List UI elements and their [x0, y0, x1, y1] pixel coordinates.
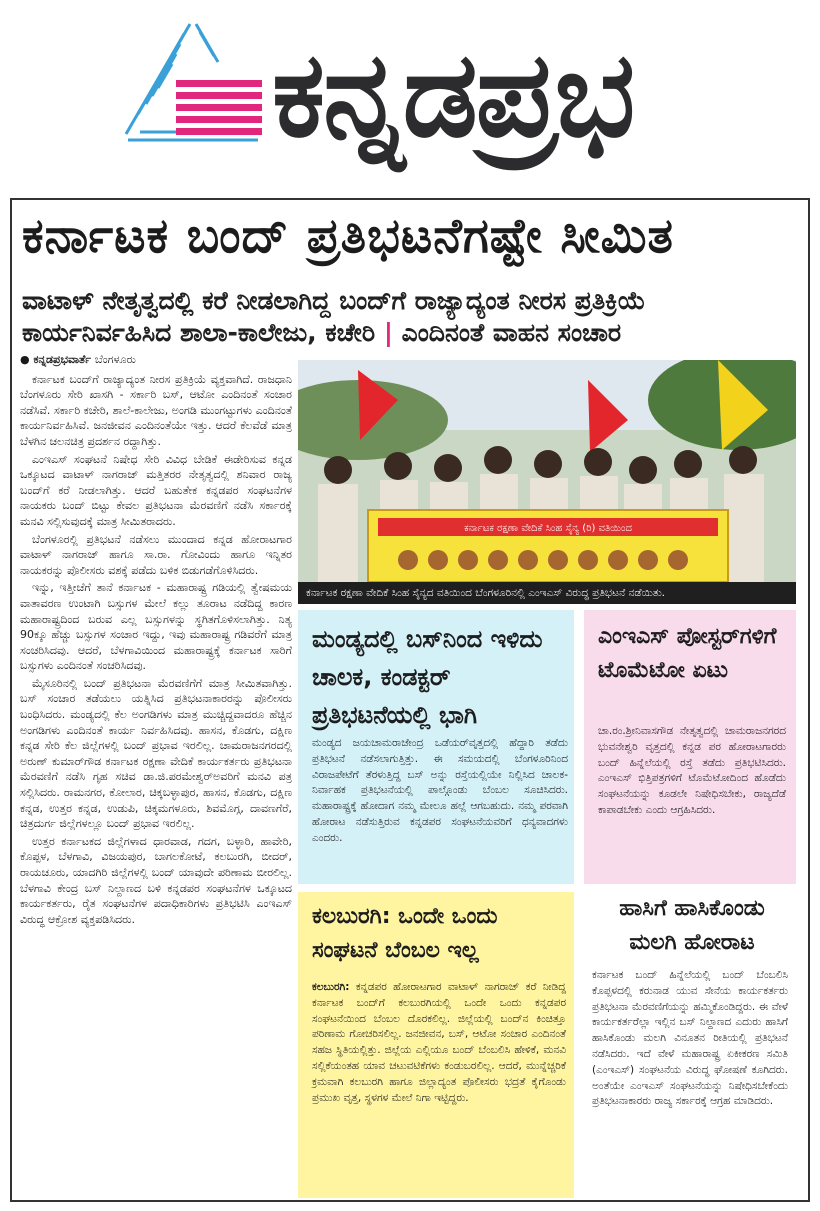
mandya-box — [298, 610, 574, 884]
byline-place: ಬೆಂಗಳೂರು — [94, 353, 136, 366]
byline-bullet-icon: ● — [20, 353, 34, 366]
kannada-prabha-logo-mark — [118, 14, 268, 144]
article-paragraph: ಬೆಂಗಳೂರಲ್ಲಿ ಪ್ರತಿಭಟನೆ ನಡೆಸಲು ಮುಂದಾದ ಕನ್ನಡ ಹೋರಾಟಗಾರ ವಾಟಾಳ್ ನಾಗರಾಜ್ ಹಾಗೂ ಸಾ.ರಾ. ಗೋವಿಂದು ಹಾಗೂ ಇನ್ನಿತರ ನಾಯಕರನ್ನು ಪೊಲೀಸರು ವಶಕ್ಕೆ ಪಡೆದು ಬಳಿಕ ಬಿಡುಗಡೆಗೊಳಿಸಿದರು. — [20, 532, 292, 577]
article-paragraph: ಕರ್ನಾಟಕ ಬಂದ್‌ಗೆ ರಾಜ್ಯಾದ್ಯಂತ ನೀರಸ ಪ್ರತಿಕ್ರಿಯೆ ವ್ಯಕ್ತವಾಗಿದೆ. ರಾಜಧಾನಿ ಬೆಂಗಳೂರು ಸೇರಿ ಖಾಸಗಿ - ಸರ್ಕಾರಿ ಬಸ್, ಆಟೋ ಎಂದಿನಂತೆ ಸಂಚಾರ ನಡೆಸಿವೆ. ಸರ್ಕಾರಿ ಕಚೇರಿ, ಶಾಲೆ-ಕಾಲೇಜು, ಅಂಗಡಿ ಮುಂಗಟ್ಟುಗಳು ಎಂದಿನಂತೆ ಕಾರ್ಯನಿರ್ವಹಿಸಿವೆ. ಜನಜೀವನ ಎಂದಿನಂತೆಯೇ ಇತ್ತು. ಆದರೆ ಕೆಲವೆಡೆ ಮಾತ್ರ ಬೆಳಗಿನ ಚಲನಚಿತ್ರ ಪ್ರದರ್ಶನ ರದ್ದಾಗಿತ್ತು. — [20, 372, 292, 448]
mandya-box-body: ಮಂಡ್ಯದ ಜಯಚಾಮರಾಜೇಂದ್ರ ಒಡೆಯರ್‌ವೃತ್ತದಲ್ಲಿ ಹೆದ್ದಾರಿ ತಡೆದು ಪ್ರತಿಭಟನೆ ನಡೆಸಲಾಗುತ್ತಿತ್ತು. ಈ ಸಮಯದಲ್ಲಿ ಬೆಂಗಳೂರಿನಿಂದ ವಿರಾಜಪೇಟೆಗೆ ತೆರಳುತ್ತಿದ್ದ ಬಸ್ ಅನ್ನು ರಸ್ತೆಯಲ್ಲಿಯೇ ನಿಲ್ಲಿಸಿದ ಚಾಲಕ-ನಿರ್ವಾಹಕ ಪ್ರತಿಭಟನೆಯಲ್ಲಿ ಪಾಲ್ಗೊಂಡು ಬೆಂಬಲ ಸೂಚಿಸಿದರು. ಮಹಾರಾಷ್ಟ್ರಕ್ಕೆ ಹೋದಾಗ ನಮ್ಮ ಮೇಲೂ ಹಲ್ಲೆ ಆಗಬಹುದು. ನಮ್ಮ ಪರವಾಗಿ ಹೋರಾಟ ನಡೆಸುತ್ತಿರುವ ಕನ್ನಡಪರ ಸಂಘಟನೆಯವರಿಗೆ ಧನ್ಯವಾದಗಳು ಎಂದರು. — [312, 737, 568, 844]
masthead — [0, 0, 820, 198]
hasige-box — [584, 892, 796, 1198]
masthead-logo-text: ಕನ್ನಡಪ್ರಭ — [272, 25, 634, 163]
subhead-separator: | — [383, 318, 393, 347]
subhead-2-part-a: ಕಾರ್ಯನಿರ್ವಹಿಸಿದ ಶಾಲಾ-ಕಾಲೇಜು, ಕಚೇರಿ — [22, 318, 376, 347]
kalaburagi-box-text: ಕನ್ನಡಪರ ಹೋರಾಟಗಾರ ವಾಟಾಳ್ ನಾಗರಾಜ್ ಕರೆ ನೀಡಿದ್ದ ಕರ್ನಾಟಕ ಬಂದ್‌ಗೆ ಕಲಬುರಗಿಯಲ್ಲಿ ಒಂದೇ ಒಂದು ಕನ್ನಡಪರ ಸಂಘಟನೆಯಿಂದ ಬೆಂಬಲ ದೊರಕಲಿಲ್ಲ. ಜಿಲ್ಲೆಯಲ್ಲಿ ಬಂದ್‌ನ ಕಿಂಚಿತ್ತೂ ಪರಿಣಾಮ ಗೋಚರಿಸಲಿಲ್ಲ. ಜನಜೀವನ, ಬಸ್, ಆಟೋ ಸಂಚಾರ ಎಂದಿನಂತೆ ಸಹಜ ಸ್ಥಿತಿಯಲ್ಲಿತ್ತು. ಜಿಲ್ಲೆಯ ಎಲ್ಲಿಯೂ ಬಂದ್ ಬೆಂಬಲಿಸಿ ಹೇಳಿಕೆ, ಮನವಿ ಸಲ್ಲಿಕೆಯಂತಹ ಯಾವ ಚಟುವಟಿಕೆಗಳು ಕಂಡುಬರಲಿಲ್ಲ. ಆದರೆ, ಮುನ್ನೆಚ್ಚರಿಕೆ ಕ್ರಮವಾಗಿ ಕಲಬುರಗಿ ಹಾಗೂ ಜಿಲ್ಲಾದ್ಯಂತ ಪೊಲೀಸರು ಭದ್ರತೆ ಕೈಗೊಂಡು ಪ್ರಮುಖ ವೃತ್ತ, ಸ್ಥಳಗಳ ಮೇಲೆ ನಿಗಾ ಇಟ್ಟಿದ್ದರು. — [312, 981, 566, 1104]
mes-poster-box — [584, 610, 796, 884]
article-paragraph: ಎಂಇಎಸ್ ಸಂಘಟನೆ ನಿಷೇಧ ಸೇರಿ ವಿವಿಧ ಬೇಡಿಕೆ ಈಡೇರಿಸುವ ಕನ್ನಡ ಒಕ್ಕೂಟದ ವಾಟಾಳ್ ನಾಗರಾಜ್ ಮತ್ತಿತರರ ನೇತೃತ್ವದಲ್ಲಿ ಶನಿವಾರ ರಾಜ್ಯ ಬಂದ್‌ಗೆ ಕರೆ ನೀಡಲಾಗಿತ್ತು. ಆದರೆ ಬಹುತೇಕ ಕನ್ನಡಪರ ಸಂಘಟನೆಗಳ ನಾಯಕರು ಬಂದ್ ಬಿಟ್ಟು ಕೇವಲ ಪ್ರತಿಭಟನಾ ಮೆರವಣಿಗೆ ನಡೆಸಿ ಸರ್ಕಾರಕ್ಕೆ ಮನವಿ ಸಲ್ಲಿಸುವುದಕ್ಕೆ ಮಾತ್ರ ಸೀಮಿತರಾದರು. — [20, 452, 292, 528]
mandya-box-title: ಮಂಡ್ಯದಲ್ಲಿ ಬಸ್‌ನಿಂದ ಇಳಿದು ಚಾಲಕ, ಕಂಡಕ್ಟರ್ ಪ್ರತಿಭಟನೆಯಲ್ಲಿ ಭಾಗಿ — [312, 625, 543, 729]
protest-photo — [298, 360, 796, 582]
hasige-box-body: ಕರ್ನಾಟಕ ಬಂದ್ ಹಿನ್ನೆಲೆಯಲ್ಲಿ ಬಂದ್ ಬೆಂಬಲಿಸಿ ಕೊಪ್ಪಳದಲ್ಲಿ ಕರುನಾಡ ಯುವ ಸೇನೆಯ ಕಾರ್ಯಕರ್ತರು ಪ್ರತಿಭಟನಾ ಮೆರವಣಿಗೆಯನ್ನು ಹಮ್ಮಿಕೊಂಡಿದ್ದರು. ಈ ವೇಳೆ ಕಾರ್ಯಕರ್ತರೆಲ್ಲಾ ಇಲ್ಲಿನ ಬಸ್ ನಿಲ್ದಾಣದ ಎದುರು ಹಾಸಿಗೆ ಹಾಸಿಕೊಂಡು ಮಲಗಿ ವಿನೂತನ ರೀತಿಯಲ್ಲಿ ಪ್ರತಿಭಟನೆ ನಡೆಸಿದರು. ಇದೆ ವೇಳೆ ಮಹಾರಾಷ್ಟ್ರ ಏಕೀಕರಣ ಸಮಿತಿ (ಎಂಇಎಸ್) ಸಂಘಟನೆಯ ವಿರುದ್ಧ ಘೋಷಣೆ ಕೂಗಿದರು. ಅಂತೆಯೇ ಎಂಇಎಸ್ ಸಂಘಟನೆಯನ್ನು ನಿಷೇಧಿಸಬೇಕೆಂದು ಪ್ರತಿಭಟನಾಕಾರರು ರಾಜ್ಯ ಸರ್ಕಾರಕ್ಕೆ ಆಗ್ರಹ ಮಾಡಿದರು. — [592, 969, 788, 1108]
kalaburagi-box-title: ಕಲಬುರಗಿ: ಒಂದೇ ಒಂದು ಸಂಘಟನೆ ಬೆಂಬಲ ಇಲ್ಲ — [312, 904, 498, 963]
article-paragraph: ಇನ್ನು, ಇತ್ತೀಚೆಗೆ ತಾನೆ ಕರ್ನಾಟಕ - ಮಹಾರಾಷ್ಟ್ರ ಗಡಿಯಲ್ಲಿ ತ್ವೇಷಮಯ ವಾತಾವರಣ ಉಂಟಾಗಿ ಬಸ್ಸುಗಳ ಮೇಲೆ ಕಲ್ಲು ತೂರಾಟ ನಡೆದಿದ್ದ ಕಾರಣ ಮಹಾರಾಷ್ಟ್ರದಿಂದ ಬರುವ ಎಲ್ಲ ಬಸ್ಸುಗಳನ್ನು ಸ್ಥಗಿತಗೊಳಿಸಲಾಗಿತ್ತು. ನಿತ್ಯ 90ಕ್ಕೂ ಹೆಚ್ಚು ಬಸ್ಸುಗಳ ಸಂಚಾರ ಇದ್ದು, ಇವು ಮಹಾರಾಷ್ಟ್ರ ಗಡಿವರೆಗೆ ಮಾತ್ರ ಸಂಚರಿಸಿದವು. ಆದರೆ, ಬೆಳಗಾವಿಯಿಂದ ಮಹಾರಾಷ್ಟ್ರಕ್ಕೆ ಕರ್ನಾಟಕ ಸಾರಿಗೆ ಬಸ್ಸುಗಳು ಎಂದಿನಂತೆ ಸಂಚರಿಸಿದವು. — [20, 581, 292, 673]
kalaburagi-box-body — [312, 980, 566, 1106]
article-subhead-2 — [22, 314, 802, 352]
photo-banner-text: ಕರ್ನಾಟಕ ರಕ್ಷಣಾ ವೇದಿಕೆ ಸಿಂಹ ಸೈನ್ಯ (ರಿ) ವತಿಯಿಂದ — [464, 523, 632, 534]
article-paragraph: ಮೈಸೂರಿನಲ್ಲಿ ಬಂದ್ ಪ್ರತಿಭಟನಾ ಮೆರವಣಿಗೆಗೆ ಮಾತ್ರ ಸೀಮಿತವಾಗಿತ್ತು. ಬಸ್ ಸಂಚಾರ ತಡೆಯಲು ಯತ್ನಿಸಿದ ಪ್ರತಿಭಟನಾಕಾರರನ್ನು ಪೊಲೀಸರು ಬಂಧಿಸಿದರು. ಮಂಡ್ಯದಲ್ಲಿ ಕೆಲ ಅಂಗಡಿಗಳು ಮಾತ್ರ ಮುಚ್ಚಿದ್ದವಾದರೂ ಹೆಚ್ಚಿನ ಅಂಗಡಿಗಳು ಎಂದಿನಂತೆ ಕಾರ್ಯ ನಿರ್ವಹಿಸಿದವು. ಹಾಸನ, ಕೊಡಗು, ದಕ್ಷಿಣ ಕನ್ನಡ ಸೇರಿ ಕೆಲ ಜಿಲ್ಲೆಗಳಲ್ಲಿ ಬಂದ್ ಪ್ರಭಾವ ಇರಲಿಲ್ಲ. ಚಾಮರಾಜನಗರದಲ್ಲಿ ಅರುಣ್ ಕುಮಾರ್‌ಗೌಡ ಕರ್ನಾಟಕ ರಕ್ಷಣಾ ವೇದಿಕೆ ಕಾರ್ಯಕರ್ತರು ಪ್ರತಿಭಟನಾ ಮೆರವಣಿಗೆ ನಡೆಸಿ ಗೃಹ ಸಚಿವ ಡಾ.ಜಿ.ಪರಮೇಶ್ವರ್‌ಅವರಿಗೆ ಮನವಿ ಪತ್ರ ಸಲ್ಲಿಸಿದರು. ರಾಮನಗರ, ಕೋಲಾರ, ಚಿಕ್ಕಬಳ್ಳಾಪುರ, ಹಾಸನ, ಕೊಡಗು, ದಕ್ಷಿಣ ಕನ್ನಡ, ಉತ್ತರ ಕನ್ನಡ, ಉಡುಪಿ, ಚಿಕ್ಕಮಗಳೂರು, ಶಿವಮೊಗ್ಗ, ದಾವಣಗೆರೆ, ಚಿತ್ರದುರ್ಗ ಜಿಲ್ಲೆಗಳಲ್ಲೂ ಬಂದ್ ಪ್ರಭಾವ ಇರಲಿಲ್ಲ. — [20, 676, 292, 831]
article-byline — [20, 352, 292, 368]
mes-poster-box-body: ಚಾ.ರಂ.ಶ್ರೀನಿವಾಸಗೌಡ ನೇತೃತ್ವದಲ್ಲಿ ಚಾಮರಾಜನಗರದ ಭುವನೇಶ್ವರಿ ವೃತ್ತದಲ್ಲಿ ಕನ್ನಡ ಪರ ಹೋರಾಟಗಾರರು ಬಂದ್ ಹಿನ್ನೆಲೆಯಲ್ಲಿ ರಸ್ತೆ ತಡೆದು ಪ್ರತಿಭಟಿಸಿದರು. ಎಂಇಎಸ್ ಭಿತ್ತಿಪತ್ರಗಳಿಗೆ ಟೊಮೆಟೋದಿಂದ ಹೊಡೆದು ಸಂಘಟನೆಯನ್ನು ಕೂಡಲೇ ನಿಷೇಧಿಸಬೇಕು, ರಾಜ್ಯದೆಡೆ ಕಾಪಾಡಬೇಕು ಎಂದು ಆಗ್ರಹಿಸಿದರು. — [598, 725, 786, 816]
subhead-2-part-b: ಎಂದಿನಂತೆ ವಾಹನ ಸಂಚಾರ — [401, 318, 622, 347]
article-body-column — [20, 352, 292, 1200]
kalaburagi-box — [298, 892, 574, 1198]
kalaburagi-dateline: ಕಲಬುರಗಿ: — [312, 981, 350, 993]
protest-photo-illustration — [298, 360, 796, 582]
hasige-box-title: ಹಾಸಿಗೆ ಹಾಸಿಕೊಂಡು ಮಲಗಿ ಹೋರಾಟ — [619, 896, 765, 955]
article-paragraph: ಉತ್ತರ ಕರ್ನಾಟಕದ ಜಿಲ್ಲೆಗಳಾದ ಧಾರವಾಡ, ಗದಗ, ಬಳ್ಳಾರಿ, ಹಾವೇರಿ, ಕೊಪ್ಪಳ, ಬೆಳಗಾವಿ, ವಿಜಯಪುರ, ಬಾಗಲಕೋಟೆ, ಕಲಬುರಗಿ, ಬೀದರ್, ರಾಯಚೂರು, ಯಾದಗಿರಿ ಜಿಲ್ಲೆಗಳಲ್ಲಿ ಬಂದ್ ಯಾವುದೇ ಪರಿಣಾಮ ಬೀರಲಿಲ್ಲ. ಬೆಳಗಾವಿ ಕೇಂದ್ರ ಬಸ್ ನಿಲ್ದಾಣದ ಬಳಿ ಕನ್ನಡಪರ ಸಂಘಟನೆಗಳ ಒಕ್ಕೂಟದ ಕಾರ್ಯಕರ್ತರು, ರೈತ ಸಂಘಟನೆಗಳ ಪದಾಧಿಕಾರಿಗಳು ಪ್ರತಿಭಟಿಸಿ ಎಂಇಎಸ್ ವಿರುದ್ಧ ಆಕ್ರೋಶ ವ್ಯಕ್ತಪಡಿಸಿದರು. — [20, 834, 292, 926]
article-subhead-1: ವಾಟಾಳ್ ನೇತೃತ್ವದಲ್ಲಿ ಕರೆ ನೀಡಲಾಗಿದ್ದ ಬಂದ್‌ಗೆ ರಾಜ್ಯಾದ್ಯಂತ ನೀರಸ ಪ್ರತಿಕ್ರಿಯೆ — [22, 286, 646, 315]
photo-caption: ಕರ್ನಾಟಕ ರಕ್ಷಣಾ ವೇದಿಕೆ ಸಿಂಹ ಸೈನ್ಯದ ವತಿಯಿಂದ ಬೆಂಗಳೂರಿನಲ್ಲಿ ಎಂಇಎಸ್ ವಿರುದ್ಧ ಪ್ರತಿಭಟನೆ ನಡೆಯಿತು. — [298, 582, 796, 604]
byline-source: ಕನ್ನಡಪ್ರಭವಾರ್ತೆ — [33, 353, 91, 366]
article-headline: ಕರ್ನಾಟಕ ಬಂದ್ ಪ್ರತಿಭಟನೆಗಷ್ಟೇ ಸೀಮಿತ — [22, 208, 674, 264]
mes-poster-box-title: ಎಂಇಎಸ್ ಪೋಸ್ಟರ್‌ಗಳಿಗೆ ಟೊಮೆಟೋ ಏಟು — [598, 624, 777, 683]
